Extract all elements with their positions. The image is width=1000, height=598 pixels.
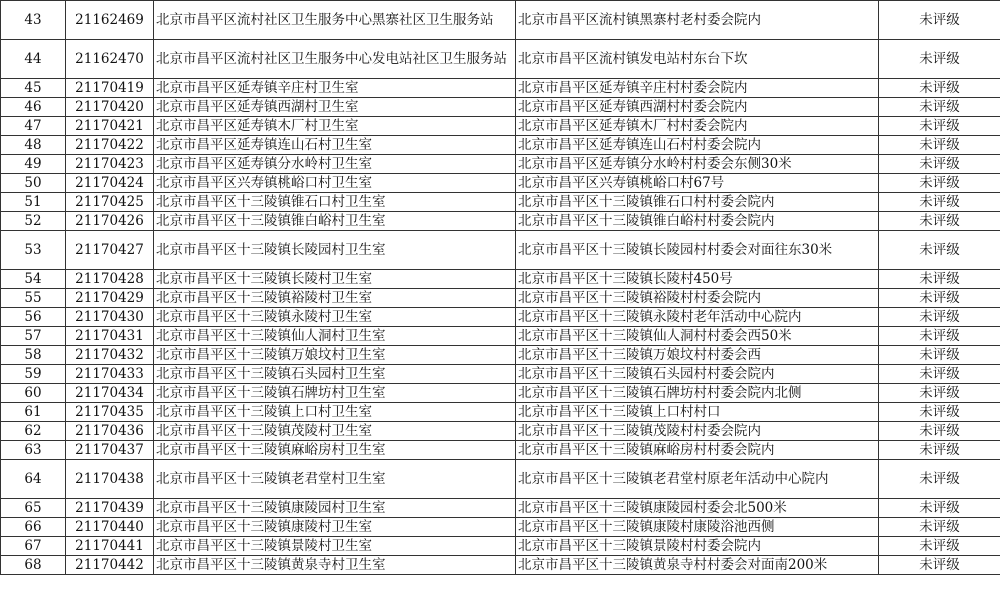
address-cell: 北京市昌平区十三陵镇锥白峪村村委会院内 — [516, 212, 879, 231]
table-row — [1, 289, 1000, 308]
row-number-cell: 58 — [1, 346, 66, 365]
facility-name-cell: 北京市昌平区十三陵镇老君堂村卫生室 — [154, 460, 516, 499]
table-row — [1, 136, 1000, 155]
code-cell: 21170435 — [66, 403, 154, 422]
rating-cell: 未评级 — [879, 98, 1000, 117]
code-cell: 21170439 — [66, 499, 154, 518]
address-cell: 北京市昌平区十三陵镇康陵村康陵浴池西侧 — [516, 518, 879, 537]
rating-cell: 未评级 — [879, 174, 1000, 193]
table-row — [1, 270, 1000, 289]
rating-cell: 未评级 — [879, 499, 1000, 518]
facility-name-cell: 北京市昌平区十三陵镇麻峪房村卫生室 — [154, 441, 516, 460]
row-number-cell: 56 — [1, 308, 66, 327]
rating-cell: 未评级 — [879, 212, 1000, 231]
code-cell: 21170431 — [66, 327, 154, 346]
facility-name-cell: 北京市昌平区延寿镇分水岭村卫生室 — [154, 155, 516, 174]
facility-name-cell: 北京市昌平区十三陵镇万娘坟村卫生室 — [154, 346, 516, 365]
table-row — [1, 346, 1000, 365]
address-cell: 北京市昌平区十三陵镇万娘坟村村委会西 — [516, 346, 879, 365]
row-number-cell: 68 — [1, 556, 66, 575]
facility-name-cell: 北京市昌平区十三陵镇茂陵村卫生室 — [154, 422, 516, 441]
facility-name-cell: 北京市昌平区流村社区卫生服务中心黑寨社区卫生服务站 — [154, 1, 516, 40]
code-cell: 21162470 — [66, 40, 154, 79]
rating-cell: 未评级 — [879, 327, 1000, 346]
rating-cell: 未评级 — [879, 1, 1000, 40]
rating-cell: 未评级 — [879, 155, 1000, 174]
table-row — [1, 117, 1000, 136]
code-cell: 21170424 — [66, 174, 154, 193]
table-row — [1, 537, 1000, 556]
row-number-cell: 67 — [1, 537, 66, 556]
facility-name-cell: 北京市昌平区十三陵镇永陵村卫生室 — [154, 308, 516, 327]
code-cell: 21170440 — [66, 518, 154, 537]
address-cell: 北京市昌平区十三陵镇麻峪房村村委会院内 — [516, 441, 879, 460]
row-number-cell: 48 — [1, 136, 66, 155]
code-cell: 21170442 — [66, 556, 154, 575]
code-cell: 21170437 — [66, 441, 154, 460]
facility-name-cell: 北京市昌平区十三陵镇景陵村卫生室 — [154, 537, 516, 556]
address-cell: 北京市昌平区十三陵镇茂陵村村委会院内 — [516, 422, 879, 441]
code-cell: 21170421 — [66, 117, 154, 136]
rating-cell: 未评级 — [879, 117, 1000, 136]
table-row — [1, 174, 1000, 193]
code-cell: 21170428 — [66, 270, 154, 289]
row-number-cell: 47 — [1, 117, 66, 136]
row-number-cell: 54 — [1, 270, 66, 289]
facility-name-cell: 北京市昌平区延寿镇木厂村卫生室 — [154, 117, 516, 136]
row-number-cell: 57 — [1, 327, 66, 346]
facility-name-cell: 北京市昌平区十三陵镇上口村卫生室 — [154, 403, 516, 422]
rating-cell: 未评级 — [879, 384, 1000, 403]
row-number-cell: 60 — [1, 384, 66, 403]
rating-cell: 未评级 — [879, 193, 1000, 212]
rating-cell: 未评级 — [879, 422, 1000, 441]
code-cell: 21170430 — [66, 308, 154, 327]
rating-cell: 未评级 — [879, 79, 1000, 98]
table-row — [1, 79, 1000, 98]
code-cell: 21170420 — [66, 98, 154, 117]
row-number-cell: 61 — [1, 403, 66, 422]
row-number-cell: 50 — [1, 174, 66, 193]
row-number-cell: 43 — [1, 1, 66, 40]
facility-name-cell: 北京市昌平区十三陵镇裕陵村卫生室 — [154, 289, 516, 308]
table-row — [1, 155, 1000, 174]
address-cell: 北京市昌平区十三陵镇长陵园村村委会对面往东30米 — [516, 231, 879, 270]
address-cell: 北京市昌平区十三陵镇老君堂村原老年活动中心院内 — [516, 460, 879, 499]
facility-name-cell: 北京市昌平区延寿镇辛庄村卫生室 — [154, 79, 516, 98]
address-cell: 北京市昌平区十三陵镇石头园村村委会院内 — [516, 365, 879, 384]
table-row — [1, 556, 1000, 575]
table-row — [1, 40, 1000, 79]
table-row — [1, 1, 1000, 40]
code-cell: 21170432 — [66, 346, 154, 365]
facility-name-cell: 北京市昌平区十三陵镇康陵园村卫生室 — [154, 499, 516, 518]
address-cell: 北京市昌平区延寿镇木厂村村委会院内 — [516, 117, 879, 136]
code-cell: 21170425 — [66, 193, 154, 212]
code-cell: 21170422 — [66, 136, 154, 155]
code-cell: 21170434 — [66, 384, 154, 403]
table-row — [1, 518, 1000, 537]
code-cell: 21170426 — [66, 212, 154, 231]
code-cell: 21170441 — [66, 537, 154, 556]
row-number-cell: 45 — [1, 79, 66, 98]
table-row — [1, 384, 1000, 403]
table-row — [1, 441, 1000, 460]
row-number-cell: 44 — [1, 40, 66, 79]
row-number-cell: 55 — [1, 289, 66, 308]
table-row — [1, 327, 1000, 346]
rating-cell: 未评级 — [879, 556, 1000, 575]
address-cell: 北京市昌平区延寿镇辛庄村村委会院内 — [516, 79, 879, 98]
address-cell: 北京市昌平区流村镇黑寨村老村委会院内 — [516, 1, 879, 40]
clinic-table-body — [1, 1, 1000, 575]
row-number-cell: 53 — [1, 231, 66, 270]
code-cell: 21170438 — [66, 460, 154, 499]
row-number-cell: 49 — [1, 155, 66, 174]
facility-name-cell: 北京市昌平区十三陵镇长陵园村卫生室 — [154, 231, 516, 270]
table-row — [1, 460, 1000, 499]
address-cell: 北京市昌平区兴寿镇桃峪口村67号 — [516, 174, 879, 193]
address-cell: 北京市昌平区十三陵镇黄泉寺村村委会对面南200米 — [516, 556, 879, 575]
code-cell: 21170423 — [66, 155, 154, 174]
row-number-cell: 46 — [1, 98, 66, 117]
row-number-cell: 52 — [1, 212, 66, 231]
rating-cell: 未评级 — [879, 289, 1000, 308]
address-cell: 北京市昌平区十三陵镇仙人洞村村委会西50米 — [516, 327, 879, 346]
address-cell: 北京市昌平区十三陵镇长陵村450号 — [516, 270, 879, 289]
code-cell: 21170427 — [66, 231, 154, 270]
facility-name-cell: 北京市昌平区十三陵镇锥白峪村卫生室 — [154, 212, 516, 231]
rating-cell: 未评级 — [879, 441, 1000, 460]
rating-cell: 未评级 — [879, 346, 1000, 365]
row-number-cell: 66 — [1, 518, 66, 537]
table-row — [1, 308, 1000, 327]
rating-cell: 未评级 — [879, 270, 1000, 289]
facility-name-cell: 北京市昌平区十三陵镇长陵村卫生室 — [154, 270, 516, 289]
address-cell: 北京市昌平区十三陵镇永陵村老年活动中心院内 — [516, 308, 879, 327]
address-cell: 北京市昌平区延寿镇西湖村村委会院内 — [516, 98, 879, 117]
facility-name-cell: 北京市昌平区延寿镇连山石村卫生室 — [154, 136, 516, 155]
row-number-cell: 64 — [1, 460, 66, 499]
code-cell: 21170433 — [66, 365, 154, 384]
rating-cell: 未评级 — [879, 403, 1000, 422]
address-cell: 北京市昌平区十三陵镇康陵园村委会北500米 — [516, 499, 879, 518]
facility-name-cell: 北京市昌平区十三陵镇康陵村卫生室 — [154, 518, 516, 537]
address-cell: 北京市昌平区延寿镇连山石村村委会院内 — [516, 136, 879, 155]
rating-cell: 未评级 — [879, 308, 1000, 327]
facility-name-cell: 北京市昌平区十三陵镇石牌坊村卫生室 — [154, 384, 516, 403]
address-cell: 北京市昌平区十三陵镇锥石口村村委会院内 — [516, 193, 879, 212]
code-cell: 21170419 — [66, 79, 154, 98]
facility-name-cell: 北京市昌平区十三陵镇黄泉寺村卫生室 — [154, 556, 516, 575]
address-cell: 北京市昌平区流村镇发电站村东台下坎 — [516, 40, 879, 79]
code-cell: 21162469 — [66, 1, 154, 40]
table-row — [1, 212, 1000, 231]
facility-name-cell: 北京市昌平区十三陵镇仙人洞村卫生室 — [154, 327, 516, 346]
table-row — [1, 98, 1000, 117]
rating-cell: 未评级 — [879, 136, 1000, 155]
facility-name-cell: 北京市昌平区流村社区卫生服务中心发电站社区卫生服务站 — [154, 40, 516, 79]
row-number-cell: 51 — [1, 193, 66, 212]
rating-cell: 未评级 — [879, 231, 1000, 270]
rating-cell: 未评级 — [879, 518, 1000, 537]
code-cell: 21170429 — [66, 289, 154, 308]
address-cell: 北京市昌平区十三陵镇石牌坊村村委会院内北侧 — [516, 384, 879, 403]
row-number-cell: 63 — [1, 441, 66, 460]
facility-name-cell: 北京市昌平区延寿镇西湖村卫生室 — [154, 98, 516, 117]
table-row — [1, 365, 1000, 384]
address-cell: 北京市昌平区十三陵镇上口村村口 — [516, 403, 879, 422]
table-row — [1, 422, 1000, 441]
facility-name-cell: 北京市昌平区十三陵镇锥石口村卫生室 — [154, 193, 516, 212]
code-cell: 21170436 — [66, 422, 154, 441]
table-row — [1, 403, 1000, 422]
rating-cell: 未评级 — [879, 460, 1000, 499]
facility-name-cell: 北京市昌平区兴寿镇桃峪口村卫生室 — [154, 174, 516, 193]
row-number-cell: 62 — [1, 422, 66, 441]
address-cell: 北京市昌平区十三陵镇景陵村村委会院内 — [516, 537, 879, 556]
rating-cell: 未评级 — [879, 365, 1000, 384]
table-row — [1, 499, 1000, 518]
table-row — [1, 231, 1000, 270]
row-number-cell: 59 — [1, 365, 66, 384]
facility-name-cell: 北京市昌平区十三陵镇石头园村卫生室 — [154, 365, 516, 384]
rating-cell: 未评级 — [879, 40, 1000, 79]
table-row — [1, 193, 1000, 212]
address-cell: 北京市昌平区延寿镇分水岭村村委会东侧30米 — [516, 155, 879, 174]
rating-cell: 未评级 — [879, 537, 1000, 556]
row-number-cell: 65 — [1, 499, 66, 518]
address-cell: 北京市昌平区十三陵镇裕陵村村委会院内 — [516, 289, 879, 308]
